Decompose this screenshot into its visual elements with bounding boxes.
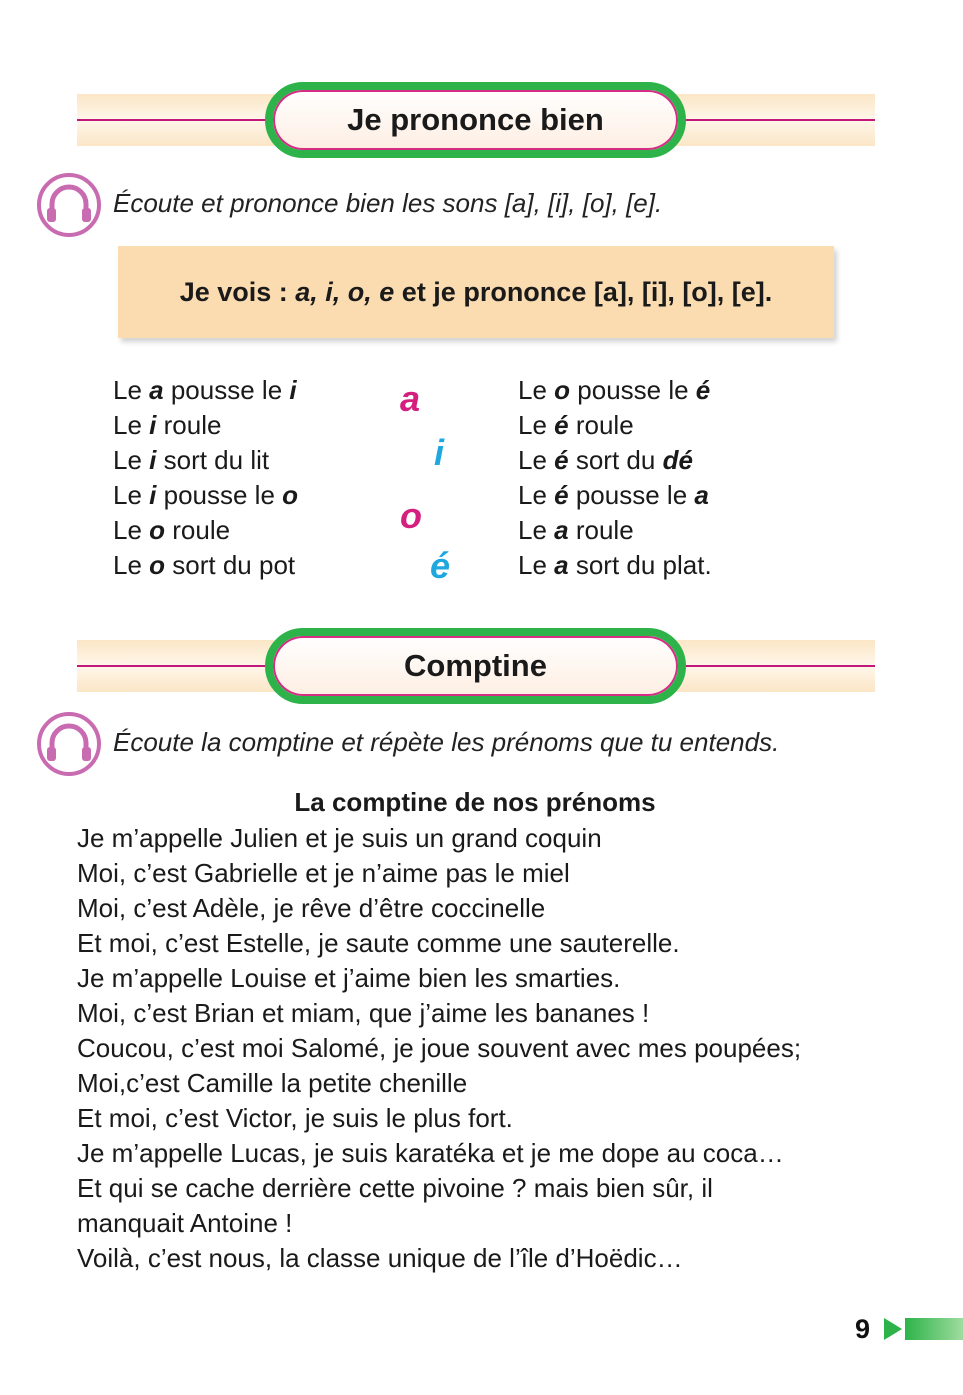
poem-line: Le o pousse le é: [518, 375, 711, 405]
poem-line: Le é sort du dé: [518, 445, 693, 475]
box-suffix: et je prononce [a], [i], [o], [e].: [394, 276, 773, 307]
band-line-right-1: [680, 119, 875, 121]
poem-line: Le a sort du plat.: [518, 550, 712, 580]
poem-line: Le i sort du lit: [113, 445, 270, 475]
poem-line: Le o sort du pot: [113, 550, 296, 580]
page-bar: [905, 1318, 963, 1340]
comptine-text: [77, 821, 801, 1276]
poem-line: Le i roule: [113, 410, 222, 440]
comptine-line: manquait Antoine !: [77, 1208, 293, 1238]
comptine-line: Je m’appelle Louise et j’aime bien les smarties.: [77, 963, 621, 993]
poem-right-column: [518, 373, 712, 583]
box-prefix: Je vois :: [179, 276, 296, 307]
poem-line: Le o roule: [113, 515, 231, 545]
poem-line: Le a pousse le i: [113, 375, 297, 405]
comptine-line: Je m’appelle Julien et je suis un grand coquin: [77, 823, 602, 853]
je-vois-box: [118, 246, 834, 338]
comptine-line: Et moi, c’est Victor, je suis le plus fort.: [77, 1103, 513, 1133]
instruction-comptine: Écoute la comptine et répète les prénoms que tu entends.: [113, 727, 780, 757]
comptine-line: Voilà, c’est nous, la classe unique de l’île d’Hoëdic…: [77, 1243, 683, 1273]
comptine-line: Et qui se cache derrière cette pivoine ? mais bien sûr, il: [77, 1173, 713, 1203]
poem-line: Le i pousse le o: [113, 480, 299, 510]
comptine-line: Et moi, c’est Estelle, je saute comme une sauterelle.: [77, 928, 680, 958]
vowel-a: a: [400, 378, 421, 419]
comptine-line: Coucou, c’est moi Salomé, je joue souvent avec mes poupées;: [77, 1033, 802, 1063]
page-arrow-icon: [884, 1318, 902, 1340]
page-number: 9: [855, 1314, 871, 1344]
poem-line: Le é pousse le a: [518, 480, 709, 510]
headphones-icon[interactable]: [36, 172, 102, 238]
comptine-line: Moi,c’est Camille la petite chenille: [77, 1068, 468, 1098]
section-title-comptine: Comptine: [265, 628, 686, 704]
vowel-e-accent: é: [430, 545, 451, 586]
band-line-right-2: [680, 665, 875, 667]
band-line-left-1: [77, 119, 272, 121]
headphones-icon[interactable]: [36, 711, 102, 777]
poem-left-column: [113, 373, 298, 583]
comptine-line: Moi, c’est Brian et miam, que j’aime les bananes !: [77, 998, 650, 1028]
poem-line: Le a roule: [518, 515, 634, 545]
poem-line: Le é roule: [518, 410, 634, 440]
comptine-line: Je m’appelle Lucas, je suis karatéka et je me dope au coca…: [77, 1138, 784, 1168]
comptine-title: La comptine de nos prénoms: [294, 787, 656, 817]
instruction-sons: Écoute et prononce bien les sons [a], [i], [o], [e].: [113, 188, 663, 218]
section-title-prononce: Je prononce bien: [265, 82, 686, 158]
band-line-left-2: [77, 665, 272, 667]
vowel-o: o: [400, 495, 422, 536]
vowel-i: i: [434, 432, 445, 473]
comptine-line: Moi, c’est Adèle, je rêve d’être coccinelle: [77, 893, 546, 923]
comptine-line: Moi, c’est Gabrielle et je n’aime pas le miel: [77, 858, 570, 888]
box-letters: a, i, o, e: [295, 276, 395, 307]
